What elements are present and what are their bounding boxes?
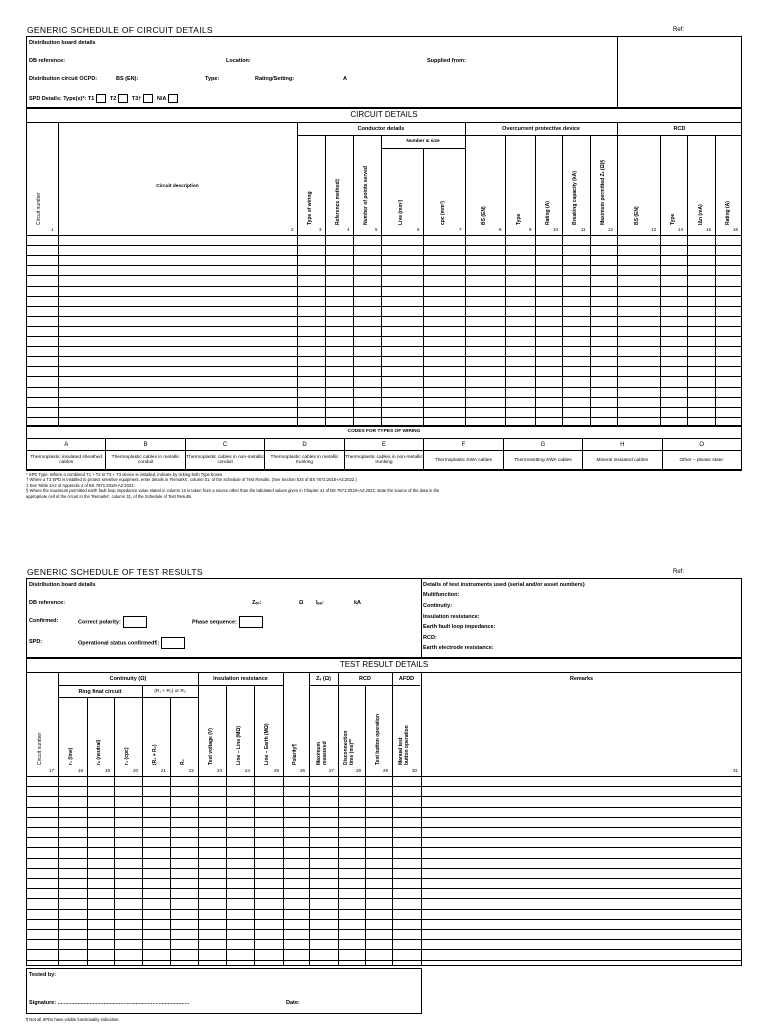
test-ref-label: Ref: [673, 569, 685, 575]
code-letter: G [503, 439, 582, 451]
spd-t1-checkbox[interactable] [96, 94, 106, 103]
table-row[interactable] [26, 898, 742, 899]
spd-t2-checkbox[interactable] [118, 94, 128, 103]
spd-na-label: N/A [156, 95, 167, 102]
col-number: 15 [706, 227, 712, 232]
col-rn-neutral: rₙ (neutral) [96, 739, 102, 765]
col-ocpd-rating: Rating (A) [545, 201, 551, 225]
col-manual-test-button: Manual test button operation [398, 725, 410, 765]
test-details-box [26, 658, 742, 966]
test-schedule-title: GENERIC SCHEDULE OF TEST RESULTS [27, 567, 203, 577]
col-max-measured: Maximum measured [316, 741, 328, 765]
remarks-header: Remarks [569, 676, 594, 682]
number-size-header: Number & size [406, 139, 440, 144]
col-type-of-wiring: Type of wiring [307, 191, 313, 225]
table-row[interactable] [26, 346, 742, 347]
code-description: Thermoplastic cables in metallic trunking [265, 451, 344, 470]
table-row[interactable] [26, 376, 742, 377]
code-description: Thermoplastic cables in non-metallic conduit [185, 451, 264, 470]
ka-unit: kA [354, 600, 362, 606]
circuit-details-box [26, 108, 742, 426]
table-row[interactable] [26, 960, 742, 961]
test-db-details-label: Distribution board details [29, 582, 96, 588]
code-letter: C [185, 439, 264, 451]
phase-sequence-label: Phase sequence: [192, 619, 237, 626]
col-number: 14 [678, 227, 684, 232]
col-rcd-bs-en: BS (EN) [634, 206, 640, 225]
code-description: Other – please state: [662, 451, 742, 470]
col-r1-plus-r2: (R₁ + R₂) [152, 744, 158, 765]
footnote: † Where a T3 SPD is installed to protect sensitive equipment, enter details in 'Remarks', column 31, of the Schedule of Test Results. (See Section 534 of BS 7671:2018+A2:2022.) [26, 477, 357, 483]
col-number: 27 [329, 768, 335, 773]
rcd-test-header: RCD [359, 676, 371, 682]
table-row[interactable] [26, 878, 742, 879]
zdb-label: Zₑₙ: [252, 600, 262, 606]
table-row[interactable] [26, 286, 742, 287]
spd-details-row [29, 94, 180, 103]
table-row[interactable] [26, 949, 742, 950]
conductor-details-header: Conductor details [357, 126, 405, 132]
rcd-instrument-label: RCD: [423, 635, 437, 641]
code-description: Thermoplastic cables in metallic conduit [106, 451, 185, 470]
date-label: Date: [286, 1000, 300, 1006]
instruments-title: Details of test instruments used (serial and/or asset numbers) [423, 582, 585, 588]
earth-fault-label: Earth fault loop impedance: [423, 624, 496, 630]
operational-status-box[interactable] [161, 637, 185, 649]
table-row[interactable] [26, 387, 742, 388]
spd-t3-label: T3† [131, 95, 142, 102]
code-description: Thermoplastic cables in non-metallic trunking [344, 451, 423, 470]
col-number: 31 [733, 768, 739, 773]
ring-final-header: Ring final circuit [78, 689, 122, 695]
table-row[interactable] [26, 796, 742, 797]
ohm-unit: Ω [299, 600, 304, 606]
footnote: * SPD Type. Where a combined T1 + T2 or T2 + T3 device is installed, indicate by ticking both Type boxes. [26, 472, 224, 477]
circuit-type-label: Type: [205, 76, 220, 82]
multifunction-label: Multifunction: [423, 592, 460, 598]
table-row[interactable] [26, 245, 742, 246]
code-description: Thermoplastic insulated sheathed cables [27, 451, 106, 470]
col-disconnection-time: Disconnection time (ms)** [343, 730, 355, 765]
table-row[interactable] [26, 255, 742, 256]
col-r2-cpc: r₂ (cpc) [124, 747, 130, 765]
col-test-circuit-number: Circuit number [37, 732, 43, 765]
col-line-line: Line – Line (MΩ) [236, 725, 242, 765]
col-max-zs: Maximum permitted Zₛ (Ω)§ [600, 159, 606, 225]
ipf-label: Iₚₑ: [316, 600, 324, 606]
table-row[interactable] [26, 776, 742, 777]
col-rcd-idn: IΔn (mA) [698, 204, 704, 225]
col-number: 13 [651, 227, 657, 232]
circuit-details-title: CIRCUIT DETAILS [350, 110, 418, 119]
table-row[interactable] [26, 407, 742, 408]
rcd-header: RCD [673, 126, 686, 132]
col-number: 24 [245, 768, 251, 773]
circuit-ocpd-label: Distribution circuit OCPD: [29, 76, 98, 82]
col-polarity: Polarity¶ [292, 743, 298, 765]
table-row[interactable] [26, 786, 742, 787]
tested-by-label: Tested by: [29, 972, 57, 978]
code-description: Thermoplastic SWA cables [424, 451, 503, 470]
table-row[interactable] [26, 909, 742, 910]
footnote: § Where the maximum permitted earth fault loop impedance value stated in column 12 is taken from a source other than the tabulated values given in Chapter 41 of BS 7671:2018+A2:2022, state the source of the data in the [26, 488, 440, 494]
table-row[interactable] [26, 275, 742, 276]
code-letter: D [265, 439, 344, 451]
circuit-amp-unit: A [343, 76, 347, 82]
circuit-db-details-label: Distribution board details [29, 40, 96, 46]
table-row[interactable] [26, 807, 742, 808]
col-circuit-description: Circuit description [156, 184, 199, 189]
col-number: 11 [581, 227, 586, 232]
table-row[interactable] [26, 316, 742, 317]
circuit-bs-en-label: BS (EN): [116, 76, 139, 82]
r1r2-header: (R₁ + R₂) or R₂ [154, 689, 186, 694]
insulation-header: Insulation resistance [213, 676, 268, 682]
test-db-reference-label: DB reference: [29, 600, 66, 606]
phase-sequence-box[interactable] [239, 616, 263, 628]
insulation-label: Insulation resistance: [423, 614, 480, 620]
col-test-button: Test button operation [375, 713, 381, 765]
table-row[interactable] [26, 939, 742, 940]
table-row[interactable] [26, 336, 742, 337]
code-letter: B [106, 439, 185, 451]
table-row[interactable] [26, 417, 742, 418]
col-number: 22 [189, 768, 195, 773]
table-row[interactable] [26, 235, 742, 236]
circuit-ref-label: Ref: [673, 27, 685, 33]
continuity-label: Continuity: [423, 603, 453, 609]
col-reference-method: Reference method‡ [335, 178, 341, 225]
col-number: 20 [133, 768, 139, 773]
col-points-served: Number of points served [363, 166, 369, 225]
col-test-voltage: Test voltage (V) [208, 728, 214, 765]
table-row[interactable] [26, 306, 742, 307]
spd-t2-label: T2 [109, 95, 117, 102]
table-row[interactable] [26, 847, 742, 848]
col-number: 1 [51, 227, 54, 232]
col-number: 16 [733, 227, 739, 232]
col-line-earth: Line – Earth (MΩ) [264, 723, 270, 765]
signature-label: Signature: ...................................................................................... [29, 1000, 190, 1006]
col-ocpd-bs-en: BS (EN) [481, 206, 487, 225]
overcurrent-header: Overcurrent protective device [502, 126, 580, 132]
col-number: 4 [347, 227, 350, 232]
test-details-title: TEST RESULT DETAILS [339, 660, 429, 669]
codes-table [26, 438, 742, 470]
correct-polarity-box[interactable] [123, 616, 147, 628]
code-letter: A [27, 439, 106, 451]
footnote: appropriate cell of the circuit in the 'Remarks', column 31, of the Schedule of Test Results. [26, 493, 193, 499]
footnote: ‡ See Table 4A2 of Appendix 4 of BS 7671:2018+A2:2022. [26, 482, 135, 488]
table-row[interactable] [26, 366, 742, 367]
table-row[interactable] [26, 326, 742, 327]
circuit-location-label: Location: [226, 58, 251, 64]
code-description: Thermosetting SWA cables [503, 451, 582, 470]
col-live-size: Live (mm²) [398, 199, 404, 225]
spd-t1-label: T1 [87, 95, 95, 102]
col-number: 8 [499, 227, 502, 232]
col-number: 18 [78, 768, 84, 773]
operational-status-label: Operational status confirmed¶: [78, 640, 160, 647]
tested-by-box [26, 968, 422, 1014]
col-number: 19 [105, 768, 111, 773]
code-letter: E [344, 439, 423, 451]
code-letter: F [424, 439, 503, 451]
continuity-header: Continuity (Ω) [109, 676, 147, 682]
phase-seq-row [192, 616, 263, 628]
circuit-schedule-title: GENERIC SCHEDULE OF CIRCUIT DETAILS [27, 25, 213, 35]
col-number: 21 [161, 768, 167, 773]
table-row[interactable] [26, 817, 742, 818]
test-footnote: ¶ Not all SPDs have visible functionality indication. [26, 1017, 120, 1022]
col-number: 25 [274, 768, 280, 773]
col-number: 28 [356, 768, 362, 773]
col-number: 7 [459, 227, 462, 232]
col-rcd-rating: Rating (A) [725, 201, 731, 225]
col-number: 17 [49, 768, 55, 773]
col-number: 6 [417, 227, 420, 232]
table-row[interactable] [26, 919, 742, 920]
col-number: 26 [300, 768, 306, 773]
col-number: 30 [412, 768, 418, 773]
col-number: 2 [291, 227, 294, 232]
col-r2: R₂ [180, 759, 186, 765]
circuit-supplied-from-label: Supplied from: [427, 58, 466, 64]
table-row[interactable] [26, 858, 742, 859]
code-letter: O [662, 439, 742, 451]
codes-title: CODES FOR TYPES OF WIRING [347, 429, 421, 434]
col-number: 9 [529, 227, 532, 232]
col-number: 23 [217, 768, 223, 773]
table-row[interactable] [26, 827, 742, 828]
operational-row [78, 637, 185, 649]
table-row[interactable] [26, 296, 742, 297]
table-row[interactable] [26, 868, 742, 869]
spd-details-label: SPD Details: Type(s)*: [29, 95, 87, 102]
table-row[interactable] [26, 265, 742, 266]
table-row[interactable] [26, 929, 742, 930]
table-row[interactable] [26, 837, 742, 838]
code-letter: H [583, 439, 662, 451]
col-cpc-size: cpc (mm²) [440, 201, 446, 225]
circuit-rating-label: Rating/Setting: [255, 76, 295, 82]
correct-polarity-label: Correct polarity: [78, 619, 121, 626]
spd-label: SPD: [29, 639, 43, 645]
col-ocpd-type: Type [516, 213, 522, 225]
afdd-header: AFDD [398, 676, 415, 682]
col-number: 3 [319, 227, 322, 232]
zs-header: Zₛ (Ω) [315, 676, 331, 682]
col-number: 5 [375, 227, 378, 232]
col-r1-line: r₁ (line) [68, 747, 74, 765]
table-row[interactable] [26, 888, 742, 889]
earth-electrode-label: Earth electrode resistance: [423, 645, 494, 651]
col-number: 10 [553, 227, 559, 232]
table-row[interactable] [26, 397, 742, 398]
col-breaking-capacity: Breaking capacity (kA) [572, 171, 578, 225]
confirmed-label: Confirmed: [29, 618, 59, 624]
code-description: Mineral insulated cables [583, 451, 662, 470]
circuit-footnotes [26, 472, 742, 499]
circuit-db-reference-label: DB reference: [29, 58, 66, 64]
polarity-row [78, 616, 147, 628]
col-rcd-type: Type [670, 213, 676, 225]
col-number: 12 [608, 227, 614, 232]
spd-t3-checkbox[interactable] [143, 94, 153, 103]
col-circuit-number: Circuit number [36, 192, 42, 225]
col-number: 29 [383, 768, 389, 773]
table-row[interactable] [26, 356, 742, 357]
spd-na-checkbox[interactable] [168, 94, 178, 103]
